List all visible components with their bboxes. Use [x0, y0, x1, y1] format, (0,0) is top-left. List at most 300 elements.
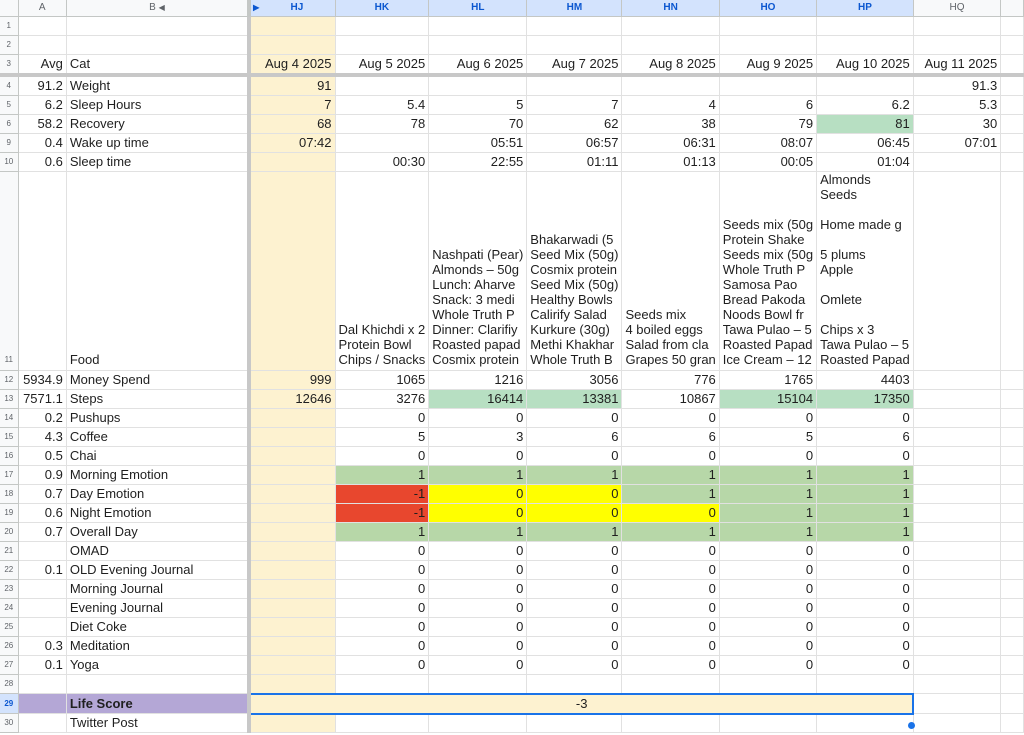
value-cell[interactable]: 13381: [527, 390, 622, 409]
value-cell[interactable]: [913, 371, 1000, 390]
row-header[interactable]: 18: [0, 485, 18, 504]
cell[interactable]: [1001, 390, 1024, 409]
value-cell[interactable]: 62: [527, 115, 622, 134]
value-cell[interactable]: [249, 637, 335, 656]
avg-cell[interactable]: 0.4: [18, 134, 66, 153]
value-cell[interactable]: 4403: [817, 371, 914, 390]
cell[interactable]: [622, 36, 719, 55]
value-cell[interactable]: 0: [429, 580, 527, 599]
cell[interactable]: [1001, 466, 1024, 485]
value-cell[interactable]: 0: [429, 409, 527, 428]
value-cell[interactable]: 6: [817, 428, 914, 447]
cell[interactable]: [719, 36, 816, 55]
value-cell[interactable]: 999: [249, 371, 335, 390]
value-cell[interactable]: 1: [817, 466, 914, 485]
value-cell[interactable]: [913, 561, 1000, 580]
value-cell[interactable]: 0: [527, 409, 622, 428]
avg-cell[interactable]: 91.2: [18, 75, 66, 96]
cell[interactable]: [1001, 172, 1024, 371]
avg-cell[interactable]: [18, 599, 66, 618]
value-cell[interactable]: 0: [527, 656, 622, 675]
value-cell[interactable]: 1: [719, 504, 816, 523]
cell[interactable]: [913, 694, 1000, 714]
value-cell[interactable]: 0: [622, 561, 719, 580]
value-cell[interactable]: [249, 542, 335, 561]
value-cell[interactable]: 15104: [719, 390, 816, 409]
food-cell[interactable]: Dal Khichdi x 2 Protein Bowl Chips / Snacks: [335, 172, 429, 371]
value-cell[interactable]: [249, 153, 335, 172]
category-cell[interactable]: Diet Coke: [66, 618, 249, 637]
cell[interactable]: [1001, 134, 1024, 153]
category-cell[interactable]: Yoga: [66, 656, 249, 675]
cell[interactable]: [1001, 115, 1024, 134]
value-cell[interactable]: 0: [719, 561, 816, 580]
cell[interactable]: [1001, 675, 1024, 694]
value-cell[interactable]: [249, 618, 335, 637]
row-header[interactable]: 26: [0, 637, 18, 656]
row-header[interactable]: 15: [0, 428, 18, 447]
cell[interactable]: [913, 714, 1000, 733]
value-cell[interactable]: 08:07: [719, 134, 816, 153]
category-cell[interactable]: Recovery: [66, 115, 249, 134]
value-cell[interactable]: [913, 580, 1000, 599]
date-cell[interactable]: Aug 6 2025: [429, 55, 527, 76]
value-cell[interactable]: 0: [719, 409, 816, 428]
value-cell[interactable]: -1: [335, 485, 429, 504]
category-cell[interactable]: Night Emotion: [66, 504, 249, 523]
avg-cell[interactable]: 0.7: [18, 523, 66, 542]
value-cell[interactable]: 5: [335, 428, 429, 447]
date-cell[interactable]: Aug 11 2025: [913, 55, 1000, 76]
cell[interactable]: [1001, 96, 1024, 115]
cell[interactable]: [1001, 55, 1024, 76]
value-cell[interactable]: 0: [335, 618, 429, 637]
value-cell[interactable]: [249, 561, 335, 580]
cell[interactable]: [1001, 447, 1024, 466]
food-cell[interactable]: Seeds mix 4 boiled eggs Salad from cla Grapes 50 gran: [622, 172, 719, 371]
cell[interactable]: [1001, 409, 1024, 428]
value-cell[interactable]: 1: [719, 466, 816, 485]
value-cell[interactable]: 0: [429, 447, 527, 466]
category-cell[interactable]: Coffee: [66, 428, 249, 447]
cell[interactable]: [817, 714, 914, 733]
cell[interactable]: [1001, 656, 1024, 675]
value-cell[interactable]: [335, 75, 429, 96]
value-cell[interactable]: 1765: [719, 371, 816, 390]
row-header[interactable]: 9: [0, 134, 18, 153]
value-cell[interactable]: 0: [817, 618, 914, 637]
value-cell[interactable]: [719, 75, 816, 96]
row-header[interactable]: 21: [0, 542, 18, 561]
avg-cell[interactable]: 4.3: [18, 428, 66, 447]
value-cell[interactable]: 0: [817, 580, 914, 599]
value-cell[interactable]: 0: [622, 542, 719, 561]
avg-cell[interactable]: 0.6: [18, 504, 66, 523]
cell[interactable]: [429, 714, 527, 733]
value-cell[interactable]: [249, 504, 335, 523]
value-cell[interactable]: 0: [335, 542, 429, 561]
value-cell[interactable]: 0: [335, 656, 429, 675]
cell[interactable]: [429, 36, 527, 55]
cell[interactable]: [1001, 542, 1024, 561]
value-cell[interactable]: 0: [817, 409, 914, 428]
value-cell[interactable]: 0: [527, 485, 622, 504]
date-cell[interactable]: Aug 9 2025: [719, 55, 816, 76]
column-header-a[interactable]: A: [18, 0, 66, 17]
value-cell[interactable]: 1: [817, 504, 914, 523]
cell[interactable]: [622, 17, 719, 36]
value-cell[interactable]: 0: [429, 561, 527, 580]
cell[interactable]: [1001, 36, 1024, 55]
value-cell[interactable]: [249, 466, 335, 485]
value-cell[interactable]: [429, 75, 527, 96]
row-header[interactable]: 30: [0, 714, 18, 733]
value-cell[interactable]: 0: [817, 447, 914, 466]
cell[interactable]: [1001, 694, 1024, 714]
cell[interactable]: [1001, 504, 1024, 523]
cell[interactable]: [719, 675, 816, 694]
value-cell[interactable]: 0: [817, 637, 914, 656]
value-cell[interactable]: 1: [429, 523, 527, 542]
value-cell[interactable]: 91: [249, 75, 335, 96]
value-cell[interactable]: 0: [335, 599, 429, 618]
value-cell[interactable]: 1: [719, 523, 816, 542]
avg-cell[interactable]: 6.2: [18, 96, 66, 115]
column-header-next[interactable]: [1001, 0, 1024, 17]
value-cell[interactable]: 10867: [622, 390, 719, 409]
value-cell[interactable]: 5: [719, 428, 816, 447]
value-cell[interactable]: [527, 75, 622, 96]
value-cell[interactable]: 0: [335, 637, 429, 656]
row-header[interactable]: 19: [0, 504, 18, 523]
row-header[interactable]: 28: [0, 675, 18, 694]
row-header[interactable]: 6: [0, 115, 18, 134]
cell[interactable]: [1001, 561, 1024, 580]
value-cell[interactable]: 0: [719, 656, 816, 675]
cell[interactable]: [527, 17, 622, 36]
row-header[interactable]: 14: [0, 409, 18, 428]
value-cell[interactable]: 12646: [249, 390, 335, 409]
avg-cell[interactable]: 0.1: [18, 656, 66, 675]
value-cell[interactable]: 00:05: [719, 153, 816, 172]
cell[interactable]: [18, 17, 66, 36]
cell[interactable]: [335, 714, 429, 733]
value-cell[interactable]: [249, 523, 335, 542]
value-cell[interactable]: [913, 542, 1000, 561]
category-cell[interactable]: Steps: [66, 390, 249, 409]
value-cell[interactable]: [913, 428, 1000, 447]
category-cell[interactable]: Weight: [66, 75, 249, 96]
cell[interactable]: [66, 675, 249, 694]
cell[interactable]: [913, 675, 1000, 694]
value-cell[interactable]: [335, 134, 429, 153]
value-cell[interactable]: 0: [719, 447, 816, 466]
value-cell[interactable]: 0: [527, 447, 622, 466]
cell[interactable]: [66, 17, 249, 36]
value-cell[interactable]: 07:01: [913, 134, 1000, 153]
value-cell[interactable]: 0: [817, 599, 914, 618]
fill-handle[interactable]: [908, 722, 915, 729]
value-cell[interactable]: 0: [622, 409, 719, 428]
value-cell[interactable]: [913, 504, 1000, 523]
value-cell[interactable]: [249, 599, 335, 618]
value-cell[interactable]: 0: [335, 561, 429, 580]
category-cell[interactable]: Morning Journal: [66, 580, 249, 599]
value-cell[interactable]: 6.2: [817, 96, 914, 115]
value-cell[interactable]: 1: [429, 466, 527, 485]
cell[interactable]: [719, 714, 816, 733]
value-cell[interactable]: 0: [719, 618, 816, 637]
cell[interactable]: [66, 36, 249, 55]
value-cell[interactable]: [913, 637, 1000, 656]
avg-cell[interactable]: 0.3: [18, 637, 66, 656]
cell[interactable]: [622, 714, 719, 733]
avg-header-cell[interactable]: Avg: [18, 55, 66, 76]
value-cell[interactable]: [913, 390, 1000, 409]
value-cell[interactable]: [622, 75, 719, 96]
avg-cell[interactable]: 0.1: [18, 561, 66, 580]
expand-right-icon[interactable]: ▶: [253, 3, 260, 12]
cell[interactable]: [1001, 485, 1024, 504]
category-cell[interactable]: Food: [66, 172, 249, 371]
value-cell[interactable]: 0: [429, 599, 527, 618]
cell[interactable]: [249, 36, 335, 55]
avg-cell[interactable]: 0.2: [18, 409, 66, 428]
row-header[interactable]: 20: [0, 523, 18, 542]
row-header[interactable]: 2: [0, 36, 18, 55]
date-cell[interactable]: Aug 10 2025: [817, 55, 914, 76]
value-cell[interactable]: 0: [719, 542, 816, 561]
select-all-corner[interactable]: [0, 0, 18, 17]
cell[interactable]: [913, 36, 1000, 55]
food-cell[interactable]: Almonds Seeds Home made g 5 plums Apple Omlete Chips x 3 Tawa Pulao – 5 Roasted Papad: [817, 172, 914, 371]
row-header[interactable]: 29: [0, 694, 18, 714]
value-cell[interactable]: [249, 656, 335, 675]
value-cell[interactable]: 6: [622, 428, 719, 447]
cell[interactable]: [527, 675, 622, 694]
cell[interactable]: [1001, 580, 1024, 599]
category-cell[interactable]: Overall Day: [66, 523, 249, 542]
value-cell[interactable]: 16414: [429, 390, 527, 409]
value-cell[interactable]: 91.3: [913, 75, 1000, 96]
value-cell[interactable]: [249, 580, 335, 599]
category-cell[interactable]: Evening Journal: [66, 599, 249, 618]
cell[interactable]: [719, 17, 816, 36]
value-cell[interactable]: 1: [622, 466, 719, 485]
value-cell[interactable]: 0: [527, 618, 622, 637]
value-cell[interactable]: 30: [913, 115, 1000, 134]
value-cell[interactable]: 70: [429, 115, 527, 134]
column-header-hk[interactable]: HK: [335, 0, 429, 17]
cell[interactable]: [527, 714, 622, 733]
cell[interactable]: [1001, 75, 1024, 96]
value-cell[interactable]: 1: [622, 485, 719, 504]
value-cell[interactable]: 6: [719, 96, 816, 115]
cell[interactable]: [1001, 17, 1024, 36]
category-cell[interactable]: Sleep Hours: [66, 96, 249, 115]
value-cell[interactable]: 06:45: [817, 134, 914, 153]
cell[interactable]: [18, 714, 66, 733]
value-cell[interactable]: 0: [817, 561, 914, 580]
category-cell[interactable]: OMAD: [66, 542, 249, 561]
value-cell[interactable]: 07:42: [249, 134, 335, 153]
value-cell[interactable]: 0: [429, 542, 527, 561]
value-cell[interactable]: 0: [335, 409, 429, 428]
category-cell[interactable]: Twitter Post: [66, 714, 249, 733]
value-cell[interactable]: 5: [429, 96, 527, 115]
cell[interactable]: [622, 675, 719, 694]
value-cell[interactable]: [913, 447, 1000, 466]
column-header-hn[interactable]: HN: [622, 0, 719, 17]
avg-cell[interactable]: 5934.9: [18, 371, 66, 390]
row-header[interactable]: 24: [0, 599, 18, 618]
value-cell[interactable]: 68: [249, 115, 335, 134]
cell[interactable]: [249, 17, 335, 36]
cell[interactable]: [249, 675, 335, 694]
category-cell[interactable]: Day Emotion: [66, 485, 249, 504]
value-cell[interactable]: [249, 428, 335, 447]
life-score-label[interactable]: Life Score: [66, 694, 249, 714]
value-cell[interactable]: 0: [335, 580, 429, 599]
value-cell[interactable]: 00:30: [335, 153, 429, 172]
life-score-value[interactable]: -3: [249, 694, 913, 714]
value-cell[interactable]: 01:04: [817, 153, 914, 172]
value-cell[interactable]: 1: [817, 523, 914, 542]
value-cell[interactable]: 0: [719, 599, 816, 618]
value-cell[interactable]: 0: [335, 447, 429, 466]
row-header[interactable]: 4: [0, 75, 18, 96]
row-header[interactable]: 23: [0, 580, 18, 599]
cell[interactable]: [1001, 599, 1024, 618]
value-cell[interactable]: 1216: [429, 371, 527, 390]
value-cell[interactable]: 0: [817, 656, 914, 675]
value-cell[interactable]: 0: [817, 542, 914, 561]
value-cell[interactable]: [249, 447, 335, 466]
avg-cell[interactable]: 58.2: [18, 115, 66, 134]
value-cell[interactable]: [913, 409, 1000, 428]
value-cell[interactable]: 0: [429, 485, 527, 504]
value-cell[interactable]: 0: [527, 561, 622, 580]
row-header[interactable]: 22: [0, 561, 18, 580]
value-cell[interactable]: 0: [429, 618, 527, 637]
value-cell[interactable]: 5.4: [335, 96, 429, 115]
value-cell[interactable]: 0: [527, 504, 622, 523]
row-header[interactable]: 16: [0, 447, 18, 466]
category-cell[interactable]: Pushups: [66, 409, 249, 428]
value-cell[interactable]: 06:31: [622, 134, 719, 153]
column-header-b[interactable]: B ◀: [66, 0, 249, 17]
value-cell[interactable]: 1: [527, 523, 622, 542]
value-cell[interactable]: 5.3: [913, 96, 1000, 115]
cell[interactable]: [527, 36, 622, 55]
row-header[interactable]: 12: [0, 371, 18, 390]
value-cell[interactable]: [249, 409, 335, 428]
column-header-ho[interactable]: HO: [719, 0, 816, 17]
collapse-left-icon[interactable]: ◀: [158, 3, 165, 12]
cell[interactable]: [429, 675, 527, 694]
value-cell[interactable]: 7: [249, 96, 335, 115]
value-cell[interactable]: 0: [622, 580, 719, 599]
column-header-hm[interactable]: HM: [527, 0, 622, 17]
avg-cell[interactable]: [18, 172, 66, 371]
row-header[interactable]: 27: [0, 656, 18, 675]
category-cell[interactable]: Wake up time: [66, 134, 249, 153]
cell[interactable]: [429, 17, 527, 36]
value-cell[interactable]: 0: [719, 637, 816, 656]
value-cell[interactable]: 05:51: [429, 134, 527, 153]
cell[interactable]: [1001, 523, 1024, 542]
value-cell[interactable]: 1: [527, 466, 622, 485]
cell[interactable]: [1001, 618, 1024, 637]
food-cell[interactable]: Nashpati (Pear) Almonds – 50g Lunch: Aharve Snack: 3 medi Whole Truth P Dinner: Clarifiy Roasted papad Cosmix protein: [429, 172, 527, 371]
cell[interactable]: [1001, 714, 1024, 733]
value-cell[interactable]: 79: [719, 115, 816, 134]
value-cell[interactable]: 3: [429, 428, 527, 447]
value-cell[interactable]: 0: [719, 580, 816, 599]
value-cell[interactable]: [913, 466, 1000, 485]
date-cell[interactable]: Aug 5 2025: [335, 55, 429, 76]
food-cell[interactable]: [249, 172, 335, 371]
value-cell[interactable]: 1: [335, 523, 429, 542]
value-cell[interactable]: 0: [622, 504, 719, 523]
avg-cell[interactable]: 0.6: [18, 153, 66, 172]
date-cell[interactable]: Aug 8 2025: [622, 55, 719, 76]
avg-cell[interactable]: 7571.1: [18, 390, 66, 409]
cell[interactable]: [335, 17, 429, 36]
row-header[interactable]: 17: [0, 466, 18, 485]
value-cell[interactable]: 17350: [817, 390, 914, 409]
value-cell[interactable]: 81: [817, 115, 914, 134]
value-cell[interactable]: 06:57: [527, 134, 622, 153]
value-cell[interactable]: [913, 153, 1000, 172]
value-cell[interactable]: [913, 523, 1000, 542]
value-cell[interactable]: 3276: [335, 390, 429, 409]
value-cell[interactable]: 1065: [335, 371, 429, 390]
value-cell[interactable]: [913, 599, 1000, 618]
value-cell[interactable]: 6: [527, 428, 622, 447]
value-cell[interactable]: 38: [622, 115, 719, 134]
value-cell[interactable]: 1: [335, 466, 429, 485]
value-cell[interactable]: 1: [622, 523, 719, 542]
value-cell[interactable]: 01:13: [622, 153, 719, 172]
value-cell[interactable]: [249, 485, 335, 504]
row-header[interactable]: 11: [0, 172, 18, 371]
category-cell[interactable]: Morning Emotion: [66, 466, 249, 485]
value-cell[interactable]: [913, 656, 1000, 675]
cat-header-cell[interactable]: Cat: [66, 55, 249, 76]
food-cell[interactable]: Bhakarwadi (5 Seed Mix (50g) Cosmix protein Seed Mix (50g) Healthy Bowls Calirify Salad Kurkure (30g) Methi Khakhar Whole Truth B: [527, 172, 622, 371]
cell[interactable]: [335, 675, 429, 694]
value-cell[interactable]: 0: [429, 637, 527, 656]
value-cell[interactable]: 1: [719, 485, 816, 504]
value-cell[interactable]: 0: [622, 599, 719, 618]
cell[interactable]: [249, 714, 335, 733]
value-cell[interactable]: 3056: [527, 371, 622, 390]
value-cell[interactable]: 1: [817, 485, 914, 504]
category-cell[interactable]: Money Spend: [66, 371, 249, 390]
category-cell[interactable]: Meditation: [66, 637, 249, 656]
cell[interactable]: [817, 675, 914, 694]
cell[interactable]: [913, 17, 1000, 36]
value-cell[interactable]: [817, 75, 914, 96]
value-cell[interactable]: 0: [527, 542, 622, 561]
cell[interactable]: [18, 694, 66, 714]
value-cell[interactable]: 0: [622, 618, 719, 637]
value-cell[interactable]: 0: [527, 599, 622, 618]
value-cell[interactable]: 0: [622, 637, 719, 656]
row-header[interactable]: 3: [0, 55, 18, 76]
column-header-hq[interactable]: HQ: [913, 0, 1000, 17]
